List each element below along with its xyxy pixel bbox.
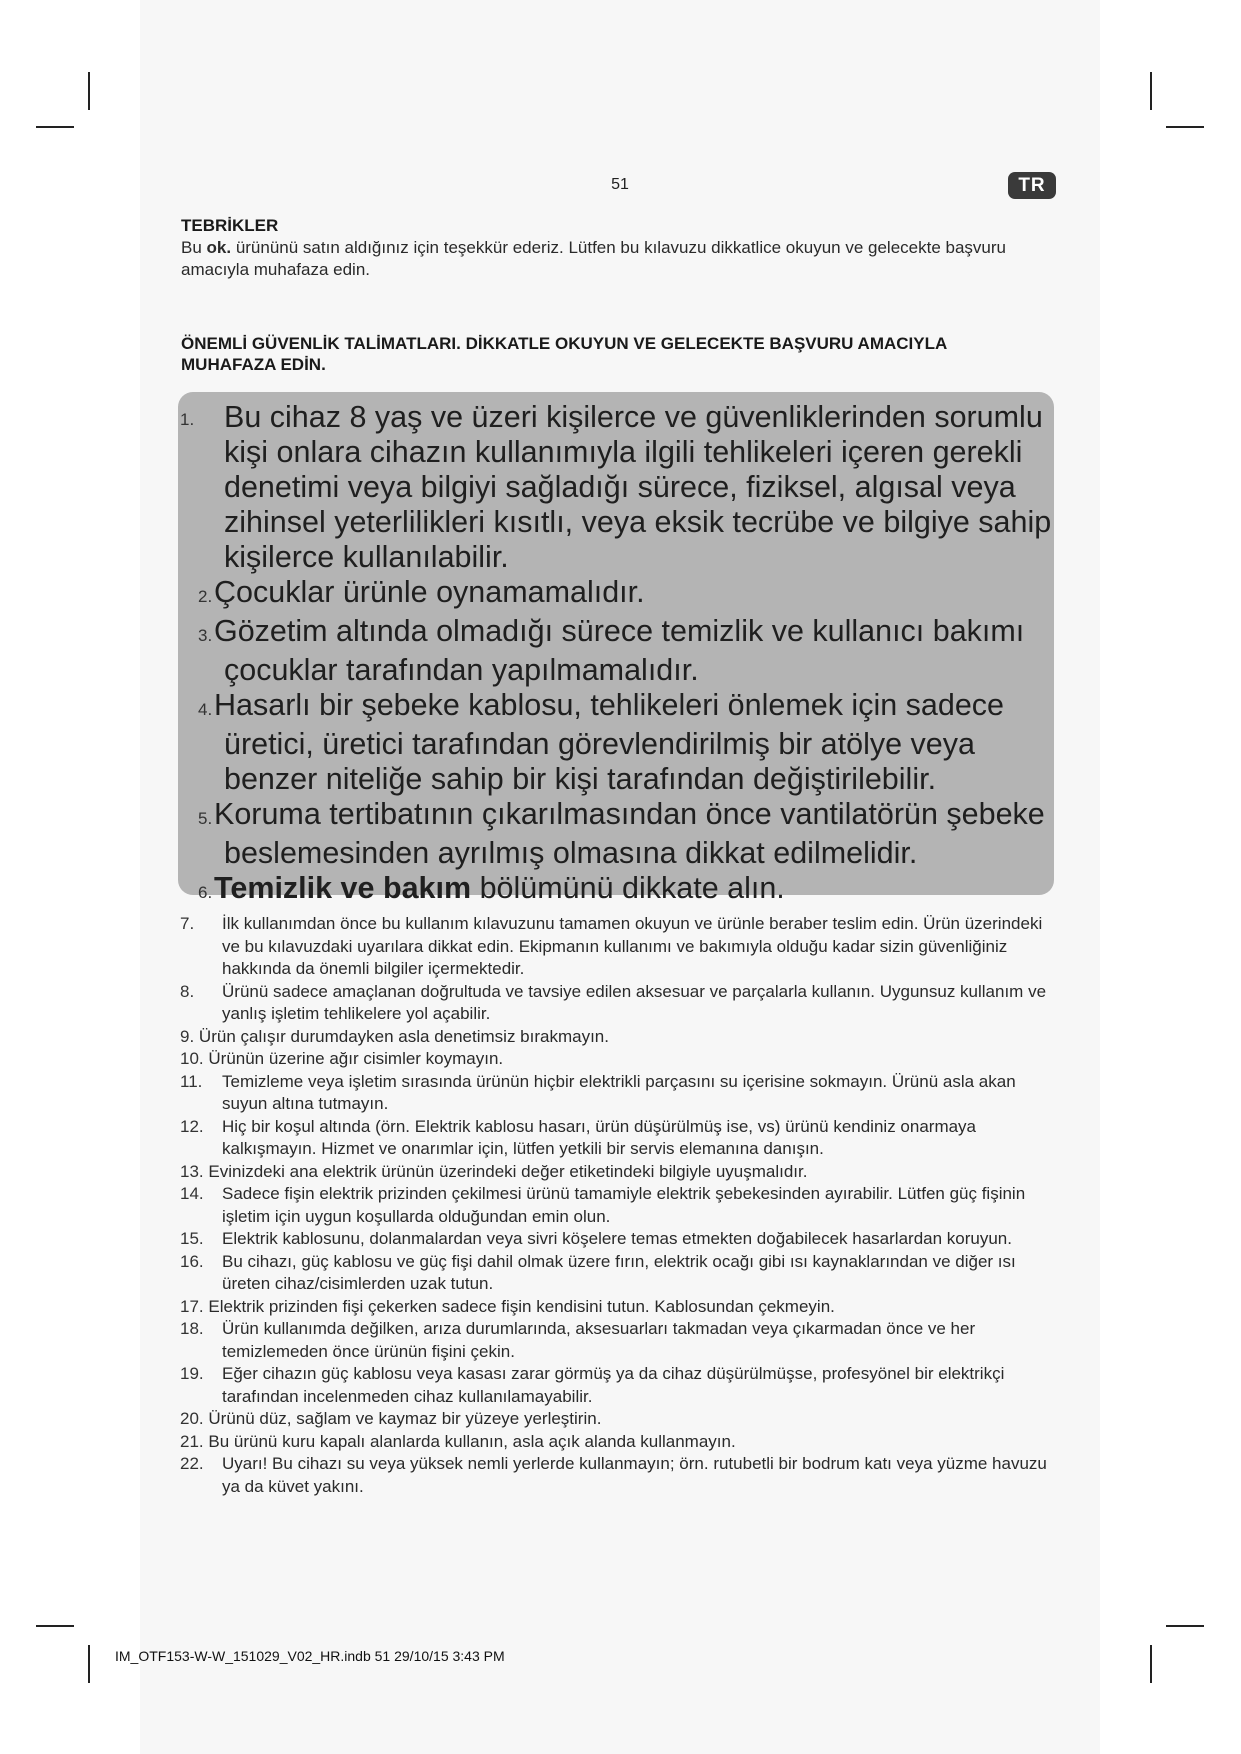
crop-mark [36, 126, 74, 128]
item-number: 12. [180, 1116, 204, 1136]
item-number: 13. [180, 1161, 204, 1181]
list-item [180, 575, 1060, 614]
list-item [180, 1296, 1055, 1319]
print-footer: IM_OTF153-W-W_151029_V02_HR.indb 51 29/10/15 3:43 PM [115, 1648, 505, 1664]
section-reference: Temizlik ve bakım [214, 871, 472, 905]
item-number: 1. [180, 410, 195, 429]
page-number: 51 [611, 176, 629, 193]
list-item [180, 913, 1055, 981]
item-text: Eğer cihazın güç kablosu veya kasası zarar görmüş ya da cihaz düşürülmüşse, profesyönel bir elektrikçi tarafından incelenmeden cihaz kullanılamayabilir. [222, 1364, 1005, 1406]
crop-mark [1150, 1645, 1152, 1683]
list-item [180, 1453, 1055, 1498]
item-number: 9. [180, 1026, 195, 1046]
list-item [180, 1431, 1055, 1454]
intro-text-suffix: ürününü satın aldığınız için teşekkür ederiz. Lütfen bu kılavuzu dikkatlice okuyun ve gelecekte başvuru amacıyla muhafaza edin. [181, 238, 1006, 279]
item-number: 21. [180, 1431, 204, 1451]
intro-title: TEBRİKLER [181, 216, 279, 235]
item-text: Gözetim altında olmadığı sürece temizlik ve kullanıcı bakımı çocuklar tarafından yapılmamalıdır. [214, 614, 1025, 687]
crop-mark [88, 1645, 90, 1683]
item-text: İlk kullanımdan önce bu kullanım kılavuzunu tamamen okuyun ve ürünle beraber teslim edin. Ürün üzerindeki ve bu kılavuzdaki uyarılara dikkat edin. Ekipmanın kullanımı ve bakımıyla olduğu kadar sizin güvenliğiniz hakkında da önemli bilgiler içermektedir. [222, 914, 1043, 978]
item-text: Elektrik prizinden fişi çekerken sadece fişin kendisini tutun. Kablosundan çekmeyin. [208, 1296, 835, 1316]
list-item [180, 1183, 1055, 1228]
item-text: Ürün çalışır durumdayken asla denetimsiz bırakmayın. [198, 1026, 609, 1046]
item-text: Elektrik kablosunu, dolanmalardan veya sivri köşelere temas etmekten doğabilecek hasarlardan koruyun. [222, 1229, 1012, 1248]
item-number: 7. [180, 914, 195, 933]
item-text: Hiç bir koşul altında (örn. Elektrik kablosu hasarı, ürün düşürülmüş ise, vs) ürünü kendiniz onarmaya kalkışmayın. Hizmet ve onarımlar için, lütfen yetkili bir servis elemanına danışın. [222, 1116, 977, 1158]
item-number: 11. [180, 1071, 203, 1091]
item-text: Bu cihazı, güç kablosu ve güç fişi dahil olmak üzere fırın, elektrik ocağı gibi ısı kaynaklarından ve diğer ısı üreten cihaz/cisimlerden uzak tutun. [222, 1251, 1016, 1293]
item-text: Ürünün üzerine ağır cisimler koymayın. [208, 1049, 504, 1068]
list-item [180, 1161, 1055, 1184]
item-text: Çocuklar ürünle oynamamalıdır. [214, 575, 645, 609]
item-number: 10. [180, 1049, 204, 1068]
crop-mark [1166, 1625, 1204, 1627]
list-item [180, 1363, 1055, 1408]
item-number: 6. [198, 883, 213, 902]
crop-mark [1166, 126, 1204, 128]
item-number: 2. [198, 587, 213, 606]
item-number: 22. [180, 1454, 204, 1473]
item-number: 14. [180, 1184, 204, 1203]
list-item [180, 688, 1060, 797]
list-item [180, 1116, 1055, 1161]
item-text: Bu cihaz 8 yaş ve üzeri kişilerce ve güvenliklerinden sorumlu kişi onlara cihazın kullanımıyla ilgili tehlikeleri içeren gerekli denetimi veya bilgiyi sağladığı sürece, fiziksel, algısal veya zihinsel yeterlilikleri kısıtlı, veya eksik tecrübe ve bilgiye sahip kişilerce kullanılabilir. [224, 400, 1052, 574]
list-item [180, 1026, 1055, 1049]
item-text: Bu ürünü kuru kapalı alanlarda kullanın, asla açık alanda kullanmayın. [208, 1431, 736, 1451]
item-text: Uyarı! Bu cihazı su veya yüksek nemli yerlerde kullanmayın; örn. rutubetli bir bodrum katı veya yüzme havuzu ya da küvet yakını. [222, 1454, 1047, 1496]
item-text: Sadece fişin elektrik prizinden çekilmesi ürünü tamamiyle elektrik şebekesinden ayırabilir. Lütfen güç fişinin işletim için uygun koşullarda olduğundan emin olun. [222, 1184, 1026, 1226]
item-number: 8. [180, 981, 195, 1001]
instructions-list [180, 913, 1055, 1498]
item-text: Ürünü düz, sağlam ve kaymaz bir yüzeye yerleştirin. [208, 1409, 602, 1428]
list-item [180, 400, 1060, 575]
item-number: 15. [180, 1229, 204, 1248]
list-item [180, 871, 1060, 910]
item-text: Hasarlı bir şebeke kablosu, tehlikeleri önlemek için sadece üretici, üretici tarafından görevlendirilmiş bir atölye veya benzer niteliğe sahip bir kişi tarafından değiştirilebilir. [214, 688, 1005, 796]
crop-mark [88, 72, 90, 110]
list-item [180, 797, 1060, 871]
item-text: Koruma tertibatının çıkarılmasından önce vantilatörün şebeke beslemesinden ayrılmış olmasına dikkat edilmelidir. [214, 797, 1045, 870]
item-text: bölümünü dikkate alın. [471, 871, 785, 905]
list-item [180, 1228, 1055, 1251]
list-item [180, 614, 1060, 688]
list-item [180, 1251, 1055, 1296]
item-number: 5. [198, 809, 213, 828]
item-number: 3. [198, 626, 213, 645]
crop-mark [36, 1625, 74, 1627]
item-text: Temizleme veya işletim sırasında ürünün hiçbir elektrikli parçasını su içerisine sokmayın. Ürünü asla akan suyun altına tutmayın. [222, 1071, 1016, 1113]
intro-text [181, 237, 1041, 281]
intro-text-prefix: Bu [181, 238, 207, 257]
item-number: 18. [180, 1319, 204, 1338]
crop-mark [1150, 72, 1152, 110]
item-text: Ürün kullanımda değilken, arıza durumlarında, aksesuarları takmadan veya çıkarmadan önce ve her temizlemeden önce ürünün fişini çekin. [222, 1319, 976, 1361]
item-number: 17. [180, 1296, 204, 1316]
important-list [180, 400, 1060, 910]
item-number: 4. [198, 700, 213, 719]
item-number: 20. [180, 1409, 204, 1428]
item-text: Ürünü sadece amaçlanan doğrultuda ve tavsiye edilen aksesuar ve parçalarla kullanın. Uygunsuz kullanım ve yanlış işletim tehlikelere yol açabilir. [222, 981, 1047, 1023]
item-number: 19. [180, 1364, 204, 1383]
item-number: 16. [180, 1251, 204, 1271]
list-item [180, 1408, 1055, 1431]
item-text: Evinizdeki ana elektrik ürünün üzerindeki değer etiketindeki bilgiyle uyuşmalıdır. [208, 1161, 808, 1181]
language-badge: TR [1008, 172, 1056, 199]
list-item [180, 1048, 1055, 1071]
list-item [180, 1071, 1055, 1116]
brand-name: ok. [206, 238, 232, 257]
list-item [180, 981, 1055, 1026]
safety-title: ÖNEMLİ GÜVENLİK TALİMATLARI. DİKKATLE OKUYUN VE GELECEKTE BAŞVURU AMACIYLA MUHAFAZA EDİN. [181, 334, 947, 374]
list-item [180, 1318, 1055, 1363]
